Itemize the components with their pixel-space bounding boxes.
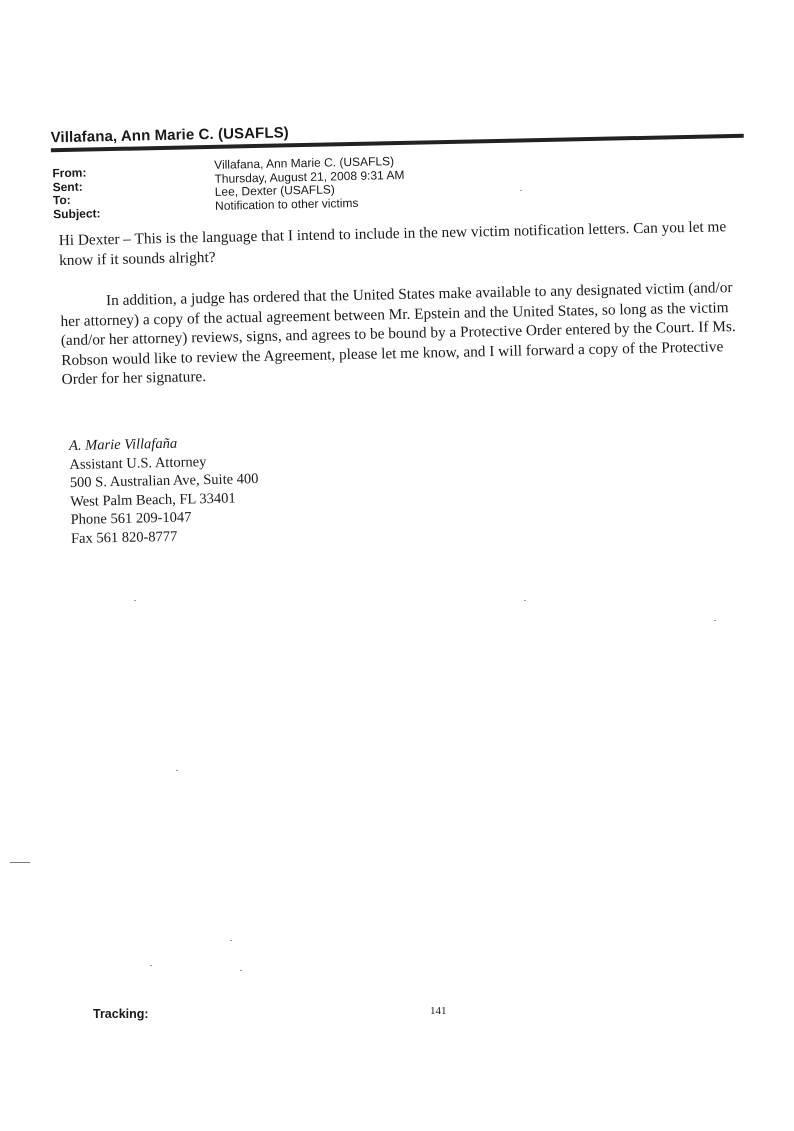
subject-value: Notification to other victims: [214, 195, 359, 213]
signature-name: A. Marie Villafaña: [68, 435, 178, 454]
scan-speck: [240, 970, 242, 971]
signature-fax: Fax 561 820-8777: [70, 528, 178, 547]
scan-speck: [176, 770, 178, 771]
signature-phone: Phone 561 209-1047: [70, 509, 192, 528]
signature-address-line1: 500 S. Australian Ave, Suite 400: [69, 471, 259, 491]
signature-address-line2: West Palm Beach, FL 33401: [70, 490, 236, 510]
scan-speck: [520, 190, 522, 191]
sent-label: Sent:: [52, 179, 83, 194]
scan-speck: [134, 600, 136, 601]
signature-title: Assistant U.S. Attorney: [69, 453, 207, 473]
scan-speck: [230, 940, 232, 941]
scan-edge-mark: [10, 862, 30, 863]
email-intro: Hi Dexter – This is the language that I intend to include in the new victim notification letters. Can you let me know if it sounds alright?: [58, 218, 727, 269]
sent-value: Thursday, August 21, 2008 9:31 AM: [214, 167, 405, 186]
page-number: 141: [430, 1005, 447, 1017]
to-label: To:: [52, 192, 71, 208]
from-value: Villafana, Ann Marie C. (USAFLS): [214, 154, 395, 172]
signature-block: [69, 433, 260, 548]
header-labels: [52, 166, 100, 221]
header-values: [214, 155, 405, 213]
scan-speck: [150, 965, 152, 966]
to-value: Lee, Dexter (USAFLS): [214, 182, 335, 199]
email-paragraph: In addition, a judge has ordered that the United States make available to any designated victim (and/or her attorney) a copy of the actual agreement between Mr. Epstein and the United States, so long as the victim (and/or her attorney) reviews, signs, and agrees to be bound by a Protective Order entered by the Court. If Ms. Robson would like to review the Agreement, please let me know, and I will forward a copy of the Protective Order for her signature.: [60, 279, 736, 389]
subject-label: Subject:: [53, 205, 101, 221]
tracking-label: Tracking:: [93, 1007, 149, 1021]
scan-speck: [524, 600, 526, 601]
sender-title: Villafana, Ann Marie C. (USAFLS): [50, 124, 289, 147]
scan-speck: [714, 620, 716, 621]
email-body: [59, 217, 752, 390]
from-label: From:: [52, 165, 87, 181]
